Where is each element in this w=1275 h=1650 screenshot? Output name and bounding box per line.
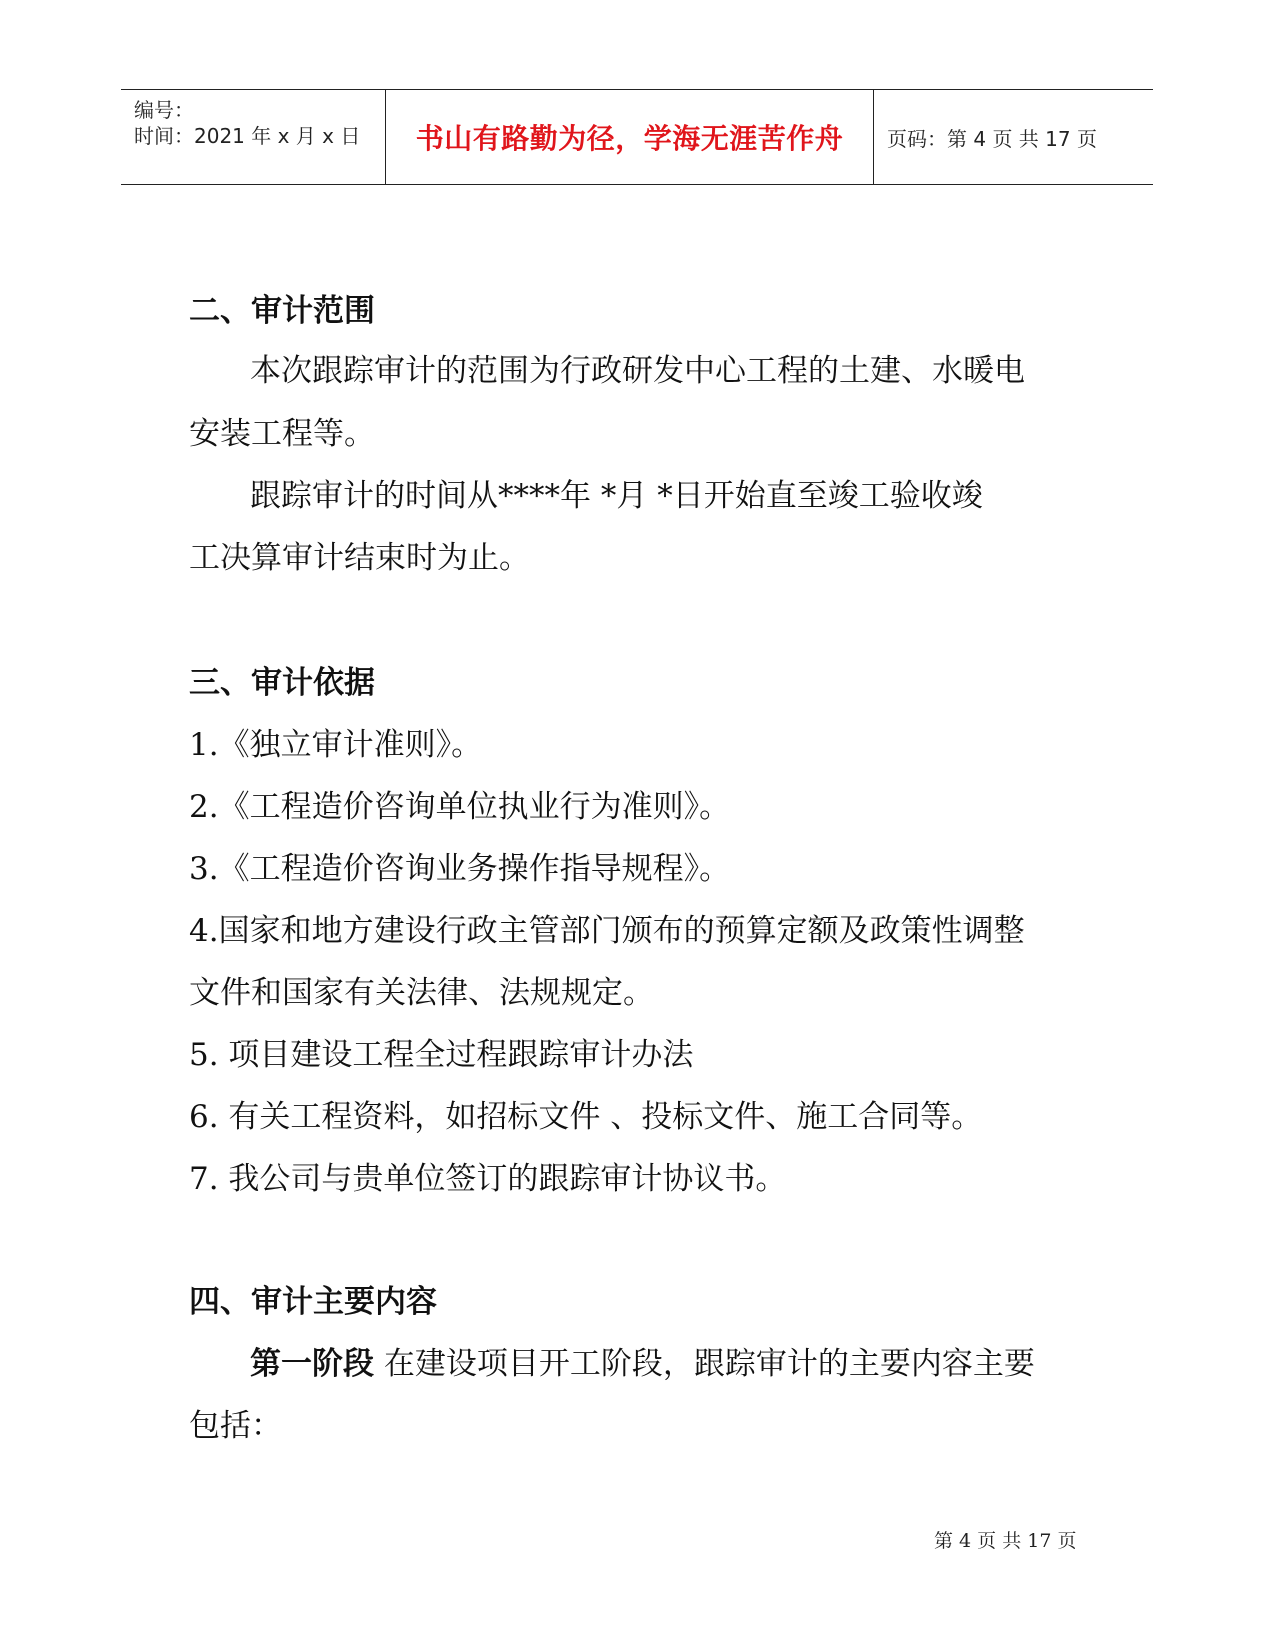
header-meta-cell [121,90,386,184]
header-page-info: 页码：第 4 页 共 17 页 [887,126,1097,151]
list-item: 3.《工程造价咨询业务操作指导规程》。 [189,851,731,887]
header-motto-cell [386,90,874,184]
paragraph-line: 跟踪审计的时间从****年 *月 *日开始直至竣工验收竣 [250,478,983,514]
section-heading-scope: 二、审计范围 [189,293,375,329]
motto-text: 书山有路勤为径，学海无涯苦作舟 [415,122,844,155]
stage-text: 在建设项目开工阶段，跟踪审计的主要内容主要 [374,1346,1035,1382]
list-item: 4.国家和地方建设行政主管部门颁布的预算定额及政策性调整 [189,913,1025,949]
stage-label: 第一阶段 [250,1346,374,1382]
paragraph-line: 包括： [189,1408,282,1444]
list-item: 5. 项目建设工程全过程跟踪审计办法 [189,1037,694,1073]
paragraph-line: 工决算审计结束时为止。 [189,540,530,576]
time-label: 时间：2021 年 x 月 x 日 [134,124,361,148]
list-item: 2.《工程造价咨询单位执业行为准则》。 [189,789,731,825]
list-item: 1.《独立审计准则》。 [189,727,483,763]
section-heading-content: 四、审计主要内容 [189,1284,437,1320]
list-item-continuation: 文件和国家有关法律、法规规定。 [189,975,654,1011]
header-page-cell [874,90,1153,184]
paragraph-line: 本次跟踪审计的范围为行政研发中心工程的土建、水暖电 [250,353,1025,389]
section-heading-basis: 三、审计依据 [189,665,375,701]
page-footer: 第 4 页 共 17 页 [934,1530,1077,1552]
paragraph-line: 安装工程等。 [189,416,375,452]
paragraph-line [250,1338,1035,1383]
list-item: 7. 我公司与贵单位签订的跟踪审计协议书。 [189,1161,787,1197]
list-item: 6. 有关工程资料，如招标文件 、投标文件、施工合同等。 [189,1099,983,1135]
number-label: 编号： [134,98,194,122]
document-header [121,89,1153,185]
